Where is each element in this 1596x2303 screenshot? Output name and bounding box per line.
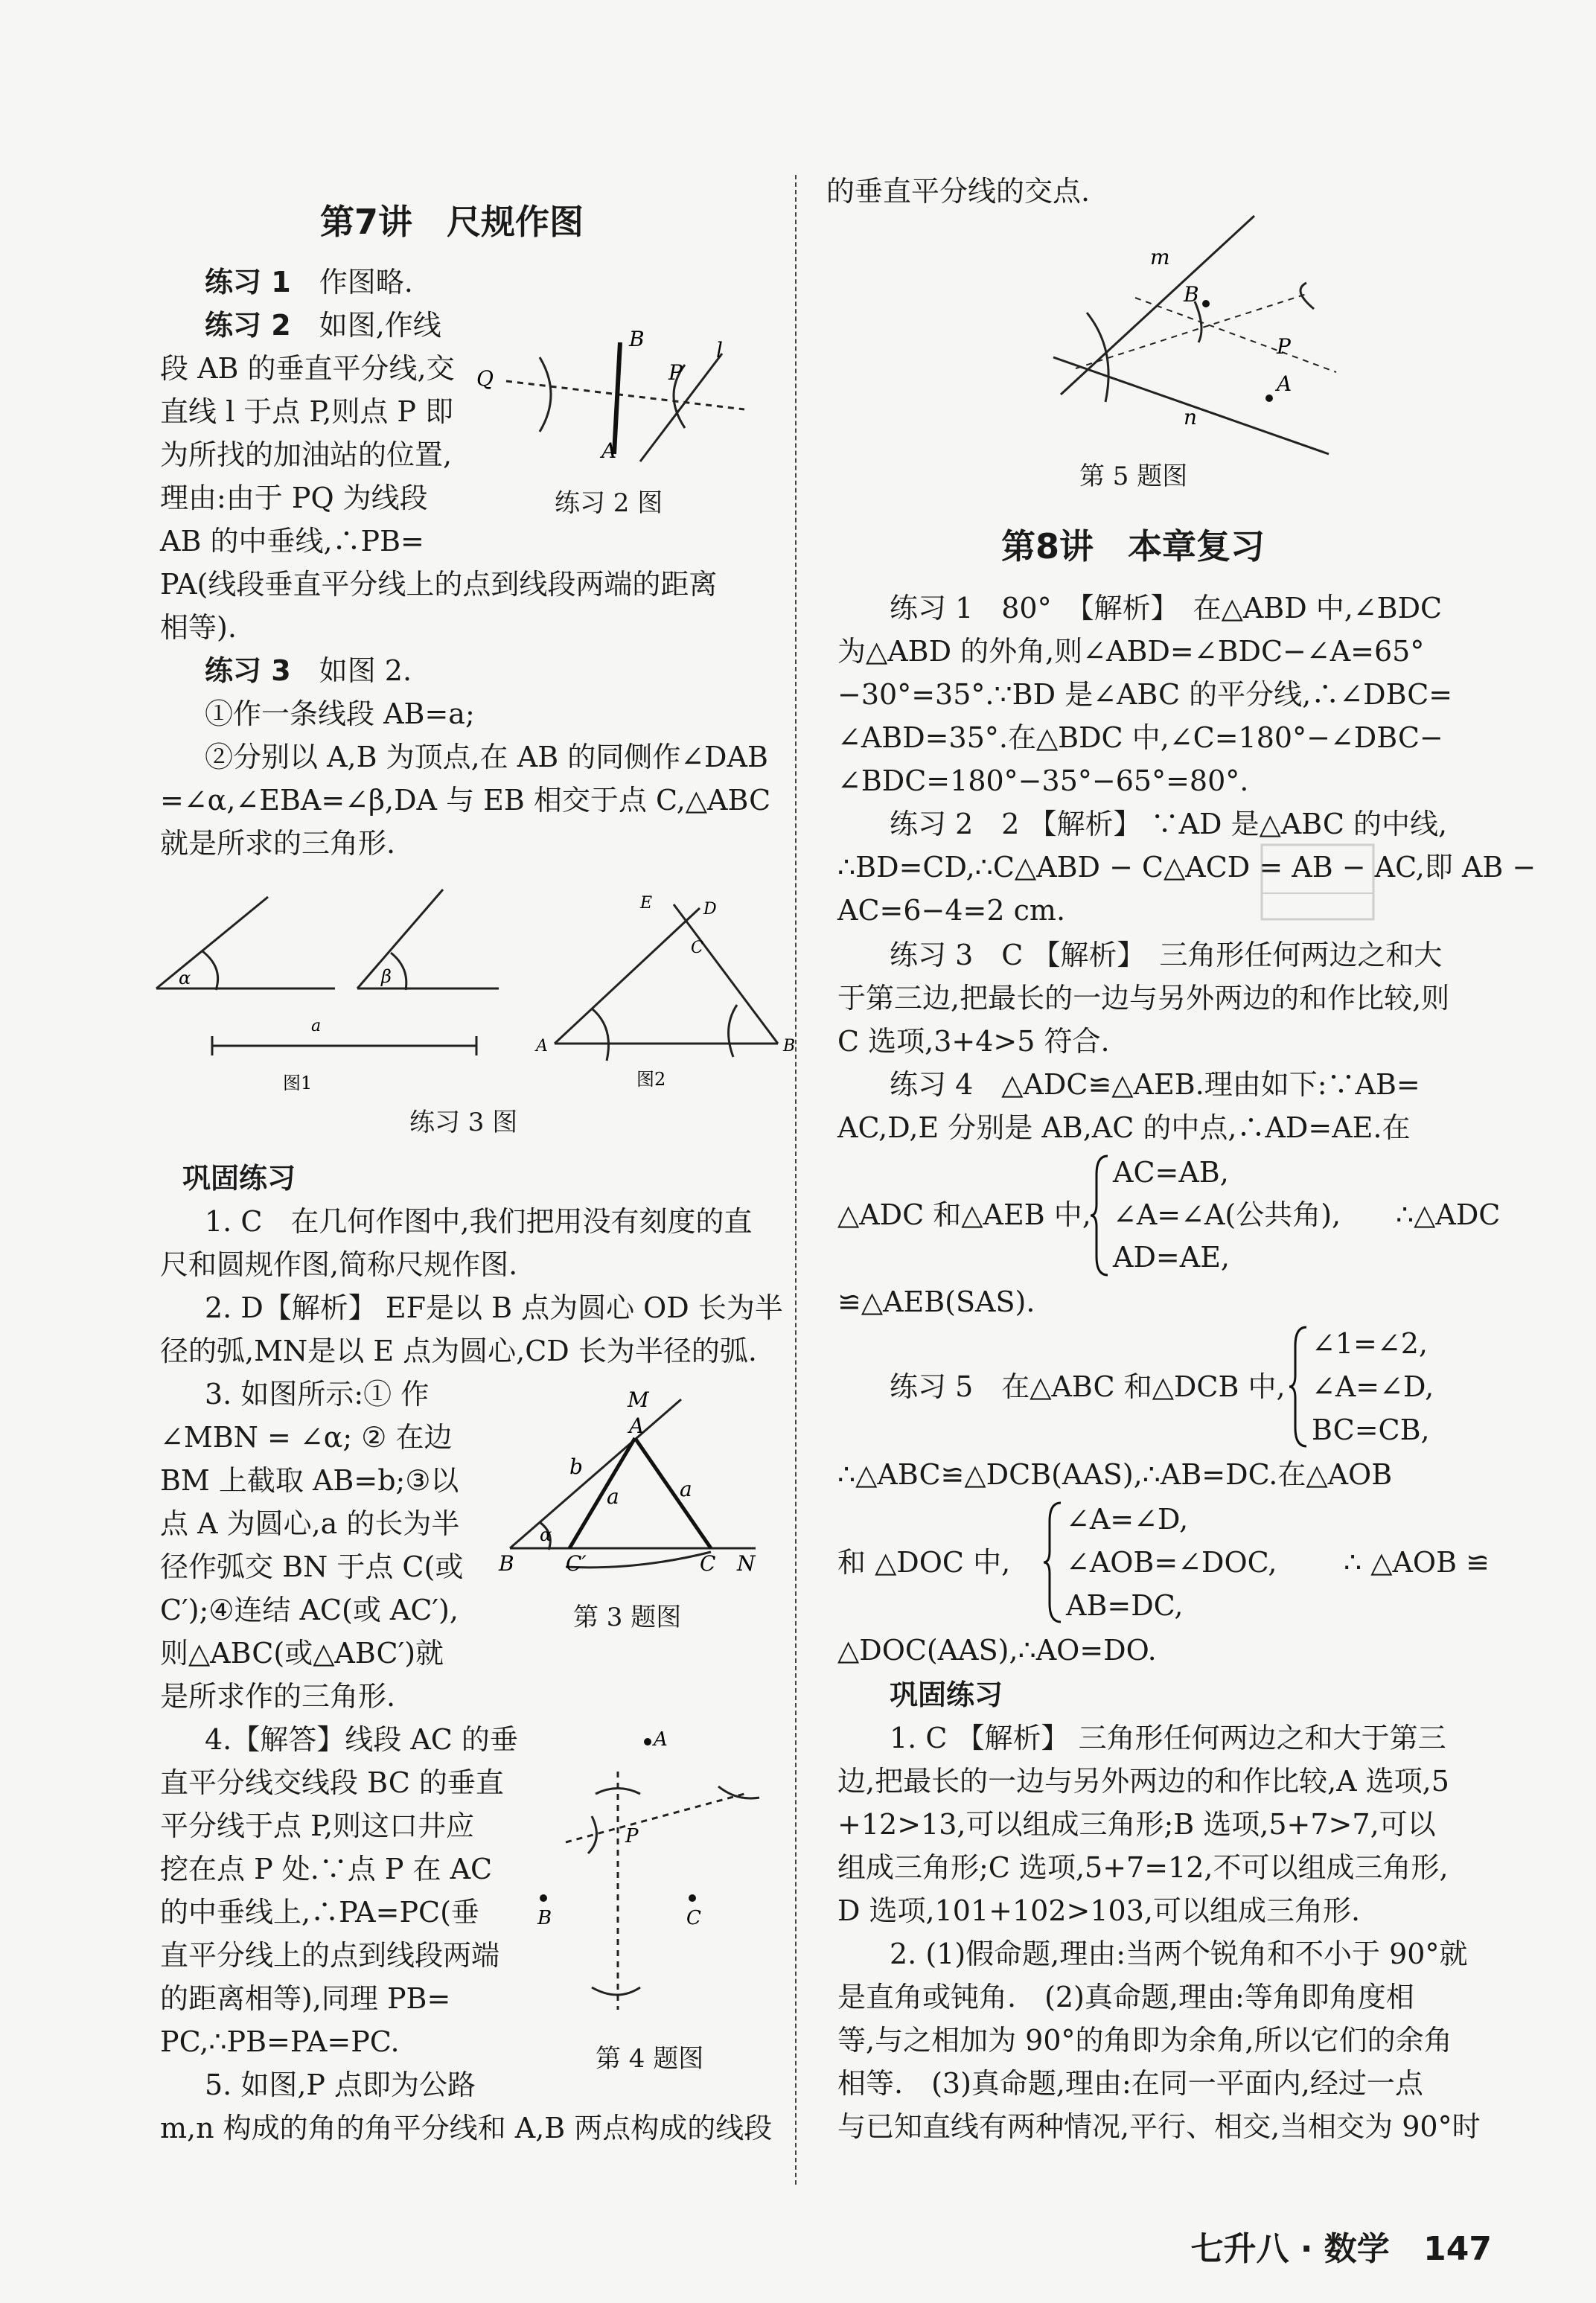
c1-line1: 尺和圆规作图,简称尺规作图. xyxy=(160,1248,518,1281)
consolidation-title-left: 巩固练习 xyxy=(182,1162,296,1195)
fig3-fig2: 图2 xyxy=(636,1069,666,1090)
fig3-beta: β xyxy=(381,966,392,987)
fig3-c: C xyxy=(691,939,703,957)
q5-label-m: m xyxy=(1150,245,1170,269)
k1-line2: +12>13,可以组成三角形;B 选项,5+7>7,可以 xyxy=(837,1808,1436,1841)
fig3-alpha: α xyxy=(179,968,191,988)
p2-line4: 理由:由于 PQ 为线段 xyxy=(160,482,428,514)
e5-sys2-0: ∠A=∠D, xyxy=(1066,1503,1189,1536)
c3-line3: 点 A 为圆心,a 的长为半 xyxy=(160,1507,460,1540)
p2-text0: 如图,作线 xyxy=(319,309,441,342)
c4-line3: 挖在点 P 处.∵点 P 在 AC xyxy=(160,1853,493,1885)
e5-end: △DOC(AAS),∴AO=DO. xyxy=(837,1634,1157,1667)
figure-q3 xyxy=(495,1384,778,1578)
c2-line1: 径的弧,MN是以 E 点为圆心,CD 长为半径的弧. xyxy=(160,1335,757,1367)
p2-line0 xyxy=(205,305,441,345)
k2-line4: 与已知直线有两种情况,平行、相交,当相交为 90°时 xyxy=(837,2110,1481,2143)
c3-line7: 是所求作的三角形. xyxy=(160,1680,396,1713)
e5-sys2: BC=CB, xyxy=(1312,1414,1430,1446)
e5-after2: ∴ △AOB ≌ xyxy=(1344,1546,1490,1579)
c4-line0: 4.【解答】线段 AC 的垂 xyxy=(205,1723,518,1756)
fig2-caption: 练习 2 图 xyxy=(555,488,663,518)
fig-q4-caption: 第 4 题图 xyxy=(596,2044,704,2074)
column-divider xyxy=(795,175,797,2185)
watermark-stamp xyxy=(1258,841,1377,923)
p1-label: 练习 1 xyxy=(205,266,291,298)
footer-series: 七升八 · 数学 xyxy=(1190,2230,1390,2268)
c1-line0: 1. C 在几何作图中,我们把用没有刻度的直 xyxy=(205,1205,753,1238)
k2-line1: 是直角或钝角. (2)真命题,理由:等角即角度相 xyxy=(837,1981,1414,2013)
q3-label-a: A xyxy=(629,1414,645,1438)
page-footer xyxy=(1190,2222,1492,2270)
k2-line0: 2. (1)假命题,理由:当两个锐角和不小于 90°就 xyxy=(890,1938,1468,1970)
fig3-a: a xyxy=(311,1017,322,1035)
e1-line3: ∠ABD=35°.在△BDC 中,∠C=180°−∠DBC− xyxy=(837,721,1443,754)
p2-line3: 为所找的加油站的位置, xyxy=(160,438,453,471)
figure-q4 xyxy=(521,1727,774,2025)
fig3-d: D xyxy=(703,900,717,919)
figure-practice2 xyxy=(476,320,759,484)
fig3-fig1: 图1 xyxy=(283,1073,313,1093)
k1-line4: D 选项,101+102>103,可以组成三角形. xyxy=(837,1894,1361,1927)
e5-sys2-1: ∠AOB=∠DOC, xyxy=(1066,1546,1277,1579)
c3-line4: 径作弧交 BN 于点 C(或 xyxy=(160,1550,464,1583)
figure-practice3 xyxy=(149,878,796,1102)
c4-line7: PC,∴PB=PA=PC. xyxy=(160,2025,400,2058)
e5-brace xyxy=(1288,1323,1310,1450)
q3-label-m: M xyxy=(628,1387,649,1412)
q3-label-n: N xyxy=(737,1551,756,1576)
p2-line5: AB 的中垂线,∴PB= xyxy=(160,525,424,558)
c2-line0: 2. D【解析】 EF是以 B 点为圆心 OD 长为半 xyxy=(205,1291,783,1324)
c4-line2: 平分线于点 P,则这口井应 xyxy=(160,1810,475,1842)
c5-line1: m,n 构成的角的角平分线和 A,B 两点构成的线段 xyxy=(160,2112,773,2144)
consolidation-title-right: 巩固练习 xyxy=(890,1678,1003,1711)
k1-line1: 边,把最长的一边与另外两边的和作比较,A 选项,5 xyxy=(837,1765,1449,1798)
fig2-label-b: B xyxy=(629,327,645,351)
e2-line1: ∴BD=CD,∴C△ABD − C△ACD = AB − AC,即 AB − xyxy=(837,851,1536,884)
p3-label: 练习 3 xyxy=(205,654,291,687)
q5-label-b: B xyxy=(1184,282,1199,307)
fig3-caption: 练习 3 图 xyxy=(409,1108,518,1137)
p1-text: 作图略. xyxy=(319,266,413,298)
q3-label-b-side: b xyxy=(569,1454,583,1479)
c3-line0: 3. 如图所示:① 作 xyxy=(205,1378,430,1411)
p3-line1: ①作一条线段 AB=a; xyxy=(205,697,475,730)
e4-left: △ADC 和△AEB 中, xyxy=(837,1198,1091,1231)
c4-line1: 直平分线交线段 BC 的垂直 xyxy=(160,1766,504,1799)
fig2-label-q: Q xyxy=(476,366,494,391)
p3-line2: ②分别以 A,B 为顶点,在 AB 的同侧作∠DAB xyxy=(205,741,768,773)
e4-after: ∴△ADC xyxy=(1396,1198,1501,1231)
q4-label-b: B xyxy=(537,1907,552,1929)
p2-line7: 相等). xyxy=(160,611,237,644)
fig2-label-a: A xyxy=(601,438,617,463)
q3-label-c-prime: C′ xyxy=(566,1551,587,1576)
c5-line0: 5. 如图,P 点即为公路 xyxy=(205,2069,476,2101)
p1 xyxy=(205,262,413,302)
e3-line2: C 选项,3+4>5 符合. xyxy=(837,1025,1110,1058)
p2-line6: PA(线段垂直平分线上的点到线段两端的距离 xyxy=(160,568,718,601)
q4-label-c: C xyxy=(686,1907,701,1929)
q5-label-a: A xyxy=(1277,371,1292,396)
e1-line1: 为△ABD 的外角,则∠ABD=∠BDC−∠A=65° xyxy=(837,635,1425,668)
q4-label-p: P xyxy=(625,1825,639,1847)
page-number: 147 xyxy=(1423,2230,1492,2268)
e5-left: 练习 5 在△ABC 和△DCB 中, xyxy=(890,1370,1286,1403)
lesson7-title: 第7讲 尺规作图 xyxy=(320,202,584,242)
e4-sys1: ∠A=∠A(公共角), xyxy=(1113,1198,1341,1231)
e4-line1: AC,D,E 分别是 AB,AC 的中点,∴AD=AE.在 xyxy=(837,1111,1411,1144)
figure-q5 xyxy=(994,208,1351,461)
e2-line0: 练习 2 2 【解析】 ∵AD 是△ABC 的中线, xyxy=(890,808,1448,840)
fig3-b: B xyxy=(783,1037,796,1055)
q3-label-c: C xyxy=(700,1551,716,1576)
e4-line0: 练习 4 △ADC≌△AEB.理由如下:∵AB= xyxy=(890,1068,1420,1101)
e1-line4: ∠BDC=180°−35°−65°=80°. xyxy=(837,764,1249,797)
fig-q3-caption: 第 3 题图 xyxy=(573,1603,682,1632)
p2-line2: 直线 l 于点 P,则点 P 即 xyxy=(160,395,454,428)
fig5-caption: 第 5 题图 xyxy=(1079,461,1188,491)
e3-line1: 于第三边,把最长的一边与另外两边的和作比较,则 xyxy=(837,982,1450,1015)
e5-sys2-2: AB=DC, xyxy=(1066,1589,1184,1622)
e4-end: ≌△AEB(SAS). xyxy=(837,1285,1035,1318)
k1-line0: 1. C 【解析】 三角形任何两边之和大于第三 xyxy=(890,1722,1446,1754)
q5-continuation: 的垂直平分线的交点. xyxy=(826,175,1091,208)
p3-text0: 如图 2. xyxy=(319,654,412,687)
e5-brace2 xyxy=(1042,1499,1064,1626)
p3-line3: =∠α,∠EBA=∠β,DA 与 EB 相交于点 C,△ABC xyxy=(160,784,771,817)
c3-line5: C′);④连结 AC(或 AC′), xyxy=(160,1594,459,1626)
q3-label-a2: a xyxy=(680,1477,692,1501)
e1-line2: −30°=35°.∵BD 是∠ABC 的平分线,∴∠DBC= xyxy=(837,678,1453,711)
e5-left2: 和 △DOC 中, xyxy=(837,1546,1011,1579)
c3-line1: ∠MBN = ∠α; ② 在边 xyxy=(160,1421,453,1454)
fig3-a2: A xyxy=(536,1037,548,1055)
lesson8-title: 第8讲 本章复习 xyxy=(1001,526,1265,566)
q5-label-p: P xyxy=(1277,334,1291,359)
e5-line2: ∴△ABC≌△DCB(AAS),∴AB=DC.在△AOB xyxy=(837,1458,1393,1491)
e1-line0: 练习 1 80° 【解析】 在△ABD 中,∠BDC xyxy=(890,592,1443,625)
p2-label: 练习 2 xyxy=(205,309,291,342)
p3-line4: 就是所求的三角形. xyxy=(160,827,396,860)
e5-sys1: ∠A=∠D, xyxy=(1312,1370,1434,1403)
c3-line6: 则△ABC(或△ABC′)就 xyxy=(160,1637,444,1670)
p3-line0 xyxy=(205,651,412,691)
e2-line2: AC=6−4=2 cm. xyxy=(837,894,1066,927)
p2-line1: 段 AB 的垂直平分线,交 xyxy=(160,352,455,385)
q3-label-a1: a xyxy=(607,1484,619,1509)
k1-line3: 组成三角形;C 选项,5+7=12,不可以组成三角形, xyxy=(837,1851,1449,1884)
c4-line4: 的中垂线上,∴PA=PC(垂 xyxy=(160,1896,479,1929)
q3-label-alpha: α xyxy=(540,1524,552,1545)
e4-brace xyxy=(1089,1152,1111,1279)
q4-label-a: A xyxy=(654,1728,668,1751)
c3-line2: BM 上截取 AB=b;③以 xyxy=(160,1464,459,1497)
k2-line2: 等,与之相加为 90°的角即为余角,所以它们的余角 xyxy=(837,2024,1452,2057)
c4-line6: 的距离相等),同理 PB= xyxy=(160,1982,451,2015)
fig3-e: E xyxy=(640,894,653,913)
e4-sys0: AC=AB, xyxy=(1113,1156,1229,1189)
c4-line5: 直平分线上的点到线段两端 xyxy=(160,1939,500,1972)
e3-line0: 练习 3 C 【解析】 三角形任何两边之和大 xyxy=(890,939,1443,971)
fig2-label-l: l xyxy=(716,338,723,362)
q3-label-b: B xyxy=(499,1551,514,1576)
q5-label-n: n xyxy=(1184,405,1198,429)
e4-sys2: AD=AE, xyxy=(1113,1241,1230,1274)
fig2-label-p: P xyxy=(668,360,683,385)
e5-sys0: ∠1=∠2, xyxy=(1312,1327,1428,1360)
k2-line3: 相等. (3)真命题,理由:在同一平面内,经过一点 xyxy=(837,2067,1423,2100)
